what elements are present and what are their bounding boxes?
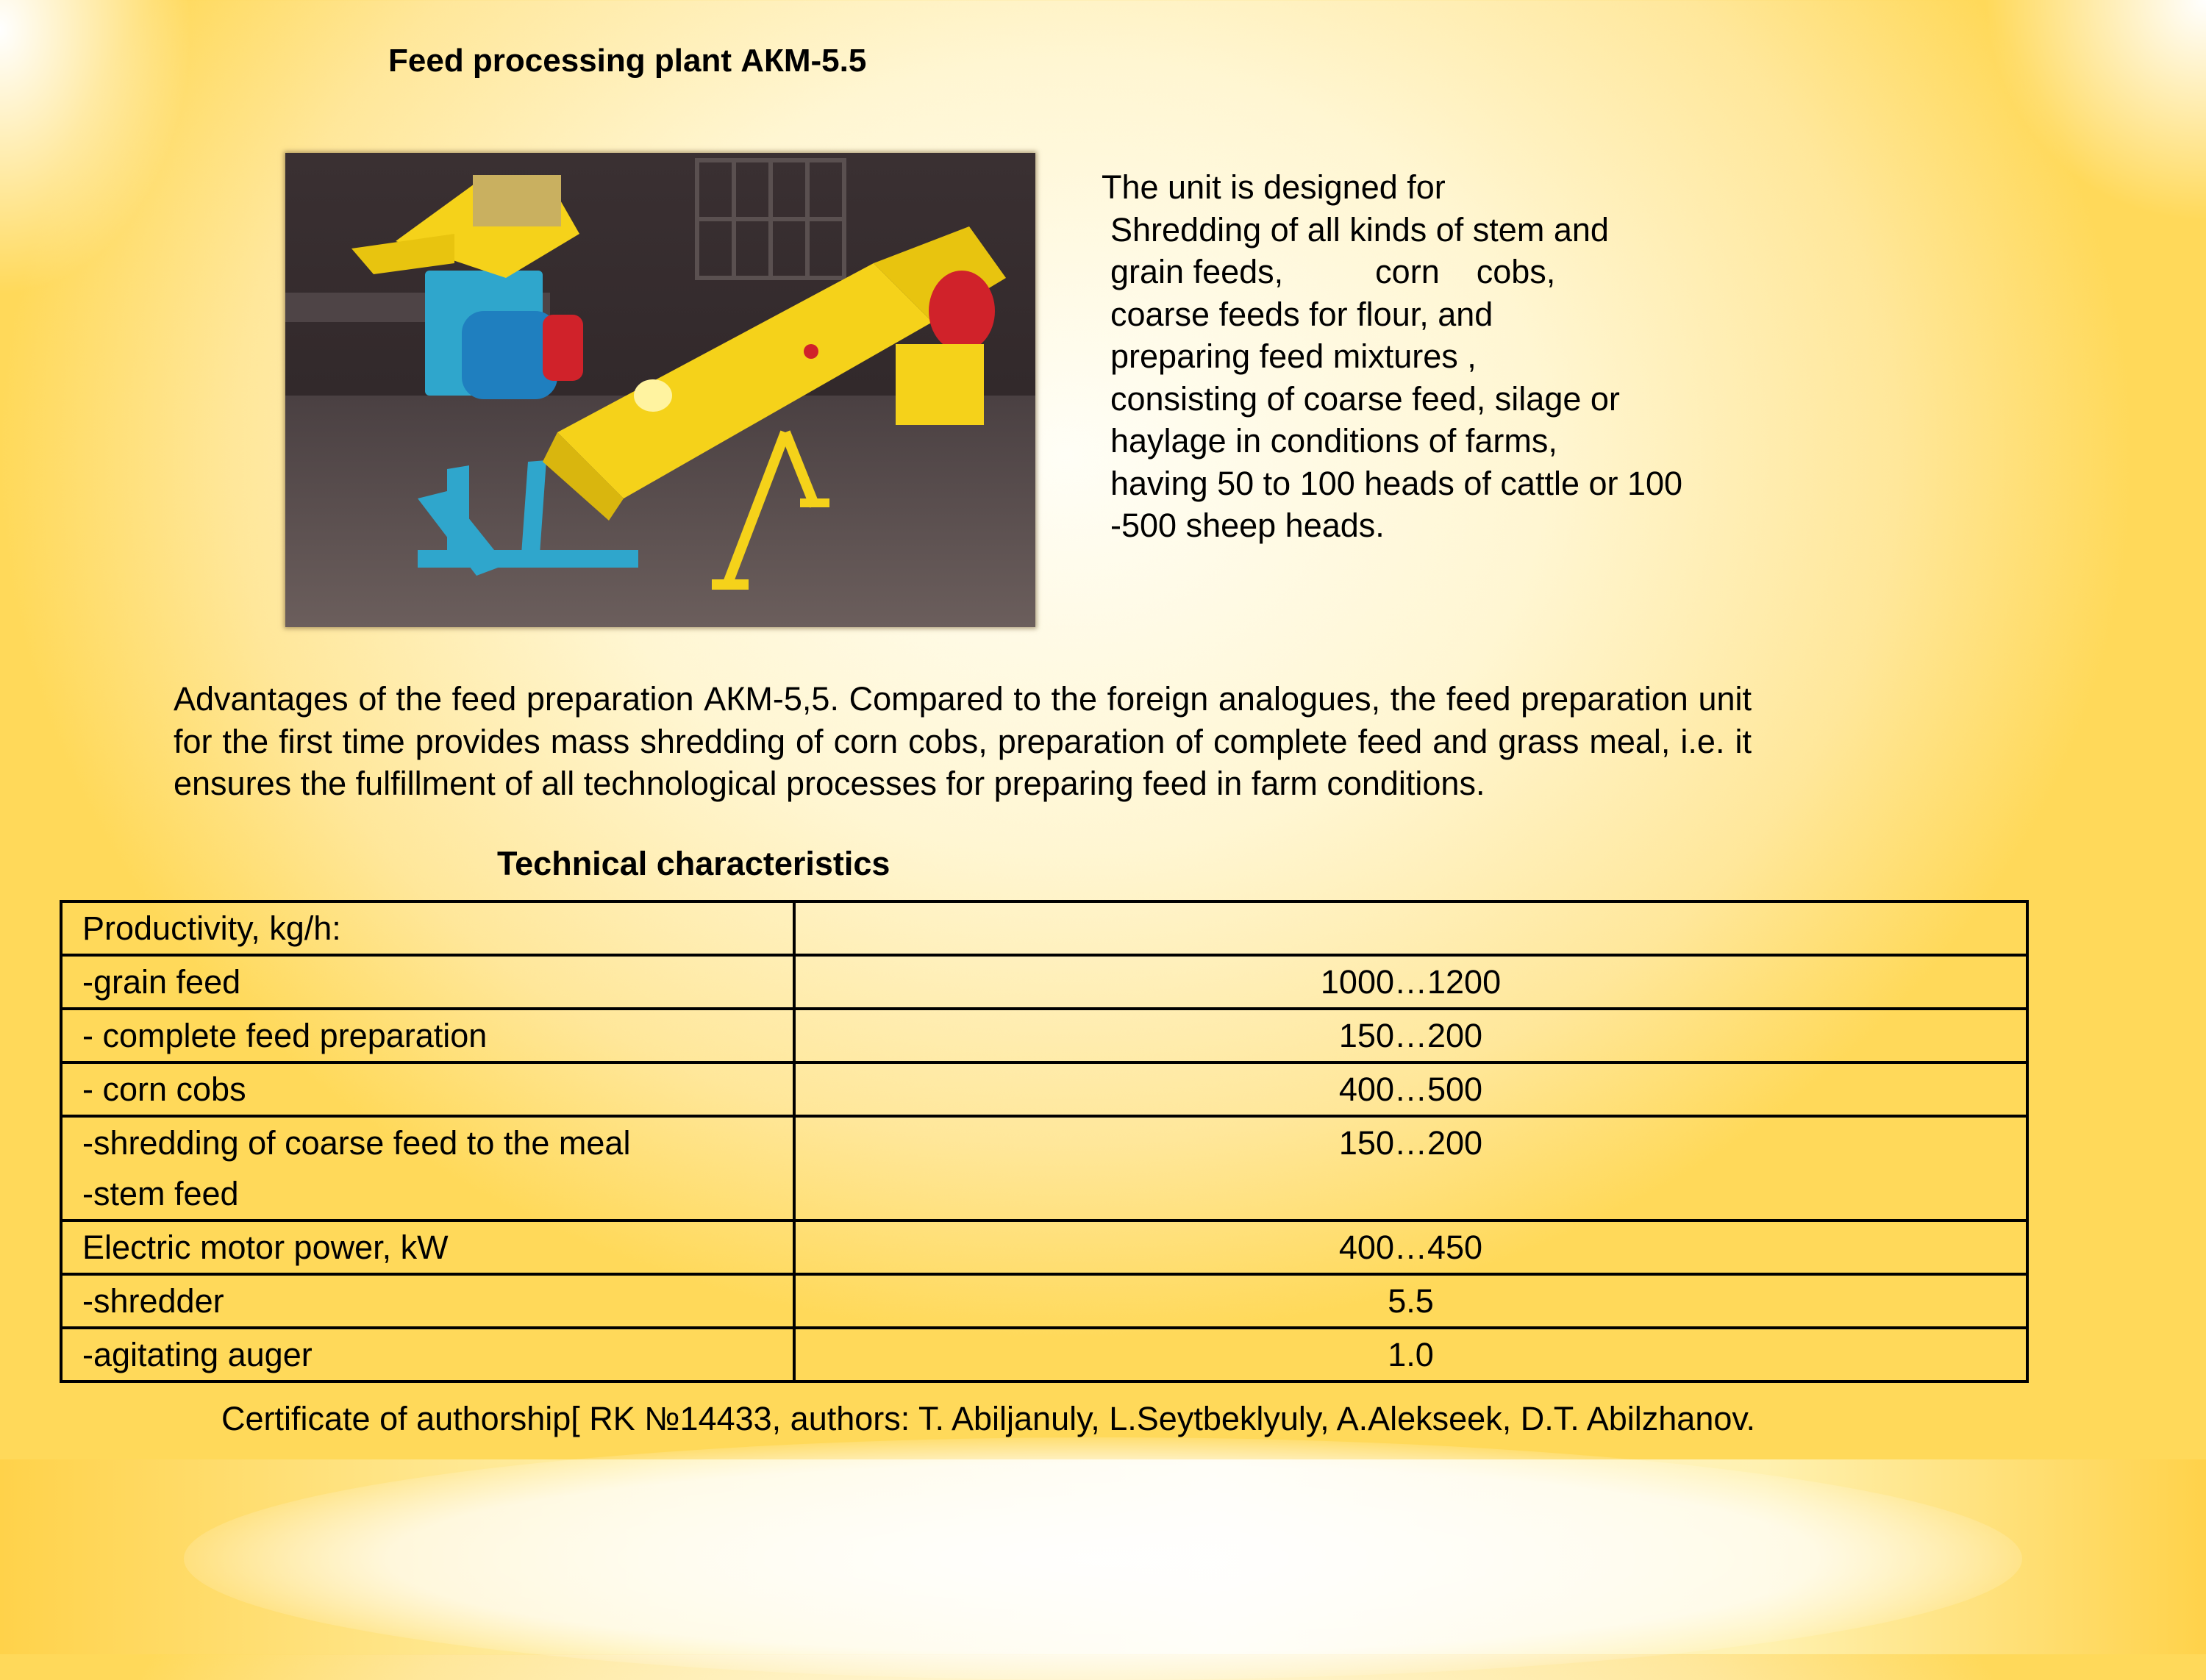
description-line: haylage in conditions of farms, bbox=[1110, 422, 1557, 460]
table-cell-label-line: -shredding of coarse feed to the meal bbox=[82, 1124, 631, 1162]
description-line: consisting of coarse feed, silage or bbox=[1110, 379, 1620, 418]
table-row bbox=[61, 1274, 2027, 1328]
description-text bbox=[1102, 166, 1778, 547]
description-line: grain feeds, corn cobs, bbox=[1110, 253, 1556, 290]
background-lower-band bbox=[0, 1459, 2206, 1654]
table-row bbox=[61, 1009, 2027, 1062]
table-cell-value: 150…200 bbox=[794, 1009, 2027, 1062]
description-line: having 50 to 100 heads of cattle or 100 bbox=[1110, 464, 1683, 502]
table-cell-value: 1000…1200 bbox=[794, 955, 2027, 1009]
table-row bbox=[61, 1116, 2027, 1220]
page-title: Feed processing plant АКМ-5.5 bbox=[388, 43, 867, 79]
background-highlight-left bbox=[0, 0, 221, 294]
table-cell-label: -shredder bbox=[61, 1274, 794, 1328]
description-line: Shredding of all kinds of stem and bbox=[1110, 210, 1609, 249]
table-row bbox=[61, 1062, 2027, 1116]
description-line: The unit is designed for bbox=[1102, 168, 1446, 206]
table-cell-label: Electric motor power, kW bbox=[61, 1220, 794, 1274]
table-cell-label: -agitating auger bbox=[61, 1328, 794, 1381]
description-line: coarse feeds for flour, and bbox=[1110, 295, 1493, 333]
table-cell-value bbox=[794, 901, 2027, 955]
table-cell-value: 5.5 bbox=[794, 1274, 2027, 1328]
table-cell-value: 400…450 bbox=[794, 1220, 2027, 1274]
table-cell-label-line: -stem feed bbox=[82, 1175, 239, 1212]
table-cell-value: 400…500 bbox=[794, 1062, 2027, 1116]
table-row bbox=[61, 1328, 2027, 1381]
table-cell-label: -grain feed bbox=[61, 955, 794, 1009]
technical-characteristics-table bbox=[60, 900, 2029, 1383]
advantages-paragraph: Advantages of the feed preparation АКМ-5,5. Compared to the foreign analogues, the feed preparation unit for the first time provides mass shredding of corn cobs, preparation of complete feed and grass meal, i.e. it ensures the fulfillment of all technological processes for preparing feed in farm conditions. bbox=[174, 680, 1752, 802]
background-highlight-right bbox=[1897, 0, 2206, 265]
technical-characteristics-heading: Technical characteristics bbox=[497, 845, 890, 882]
table-cell-label bbox=[61, 1116, 794, 1220]
table-cell-label: Productivity, kg/h: bbox=[61, 901, 794, 955]
description-line: -500 sheep heads. bbox=[1110, 507, 1385, 544]
feed-processing-machine-photo bbox=[285, 153, 1035, 627]
certificate-text: Certificate of authorship[ RK №14433, authors: T. Abiljanuly, L.Seytbeklyuly, A.Alekseek, D.T. Abilzhanov. bbox=[221, 1400, 1756, 1437]
description-line: preparing feed mixtures , bbox=[1110, 337, 1477, 375]
table-row bbox=[61, 901, 2027, 955]
table-row bbox=[61, 955, 2027, 1009]
table-cell-value: 150…200 bbox=[794, 1116, 2027, 1220]
table-cell-label: - corn cobs bbox=[61, 1062, 794, 1116]
table-row bbox=[61, 1220, 2027, 1274]
table-cell-label: - complete feed preparation bbox=[61, 1009, 794, 1062]
table-cell-value: 1.0 bbox=[794, 1328, 2027, 1381]
